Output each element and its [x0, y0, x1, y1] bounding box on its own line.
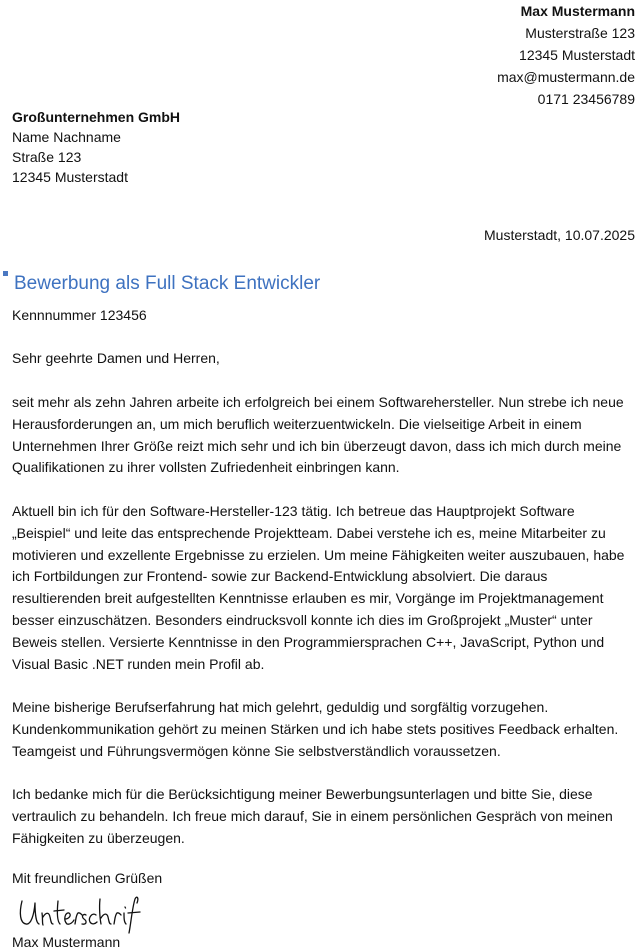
sender-street: Musterstraße 123 [525, 25, 635, 41]
body-paragraph: Meine bisherige Berufserfahrung hat mich gelehrt, geduldig und sorgfältig vorzugehen. Kundenkommunikation gehört zu meinen Stärken und ich habe stets positives Feedback erhalten. Teamgeist und Führungsvermögen könne Sie selbstverständlich voraussetzen. [12, 699, 619, 759]
body-paragraph: Aktuell bin ich für den Software-Hersteller-123 tätig. Ich betreue das Hauptprojekt Software „Beispiel“ und leite das entsprechende Projektteam. Dabei verstehe ich es, meine Mitarbeiter zu motivieren und exzellente Ergebnisse zu erzielen. Um meine Fähigkeiten weiter auszubauen, habe ich Fortbildungen zur Frontend- sowie zur Backend-Entwicklung absolviert. Die daraus resultierenden breit aufgestellten Kenntnisse erlauben es mir, Vorgänge im Projektmanagement besser einzuschätzen. Besonders eindrucksvoll konnte ich dies im Großprojekt „Muster“ unter Beweis stellen. Versierte Kenntnisse in den Programmiersprachen C++, JavaScript, Python und Visual Basic .NET runden mein Profil ab. [12, 502, 625, 672]
subject-heading: Bewerbung als Full Stack Entwickler [14, 273, 321, 294]
letter-date: Musterstadt, 10.07.2025 [484, 227, 635, 243]
subject-marker [3, 271, 8, 276]
reference-number: Kennnummer 123456 [12, 307, 147, 323]
recipient-block [12, 107, 180, 187]
handwritten-signature [16, 893, 141, 935]
sender-block [497, 0, 635, 110]
letter-body [12, 392, 634, 872]
recipient-street: Straße 123 [12, 149, 82, 165]
body-paragraph: seit mehr als zehn Jahren arbeite ich erfolgreich bei einem Softwarehersteller. Nun strebe ich neue Herausforderungen an, um mich beruflich weiterzuentwickeln. Die vielseitige Arbeit in einem Unternehmen Ihrer Größe reizt mich sehr und ich bin überzeugt davon, dass ich mich durch meine Qualifikationen zu ihrer vollsten Zufriedenheit einbringen kann. [12, 394, 624, 476]
recipient-city: 12345 Musterstadt [12, 169, 128, 185]
closing-phrase: Mit freundlichen Grüßen [12, 870, 163, 886]
sender-email: max@mustermann.de [497, 69, 635, 85]
recipient-name: Name Nachname [12, 129, 121, 145]
sender-phone: 0171 23456789 [537, 91, 635, 107]
recipient-company: Großunternehmen GmbH [12, 109, 181, 125]
sender-name: Max Mustermann [520, 3, 635, 19]
sender-city: 12345 Musterstadt [519, 47, 635, 63]
signer-name: Max Mustermann [12, 934, 121, 950]
salutation: Sehr geehrte Damen und Herren, [12, 350, 220, 366]
body-paragraph: Ich bedanke mich für die Berücksichtigung meiner Bewerbungsunterlagen und bitte Sie, diese vertraulich zu behandeln. Ich freue mich darauf, Sie in einem persönlichen Gespräch von meinen Fähigkeiten zu überzeugen. [12, 786, 613, 846]
